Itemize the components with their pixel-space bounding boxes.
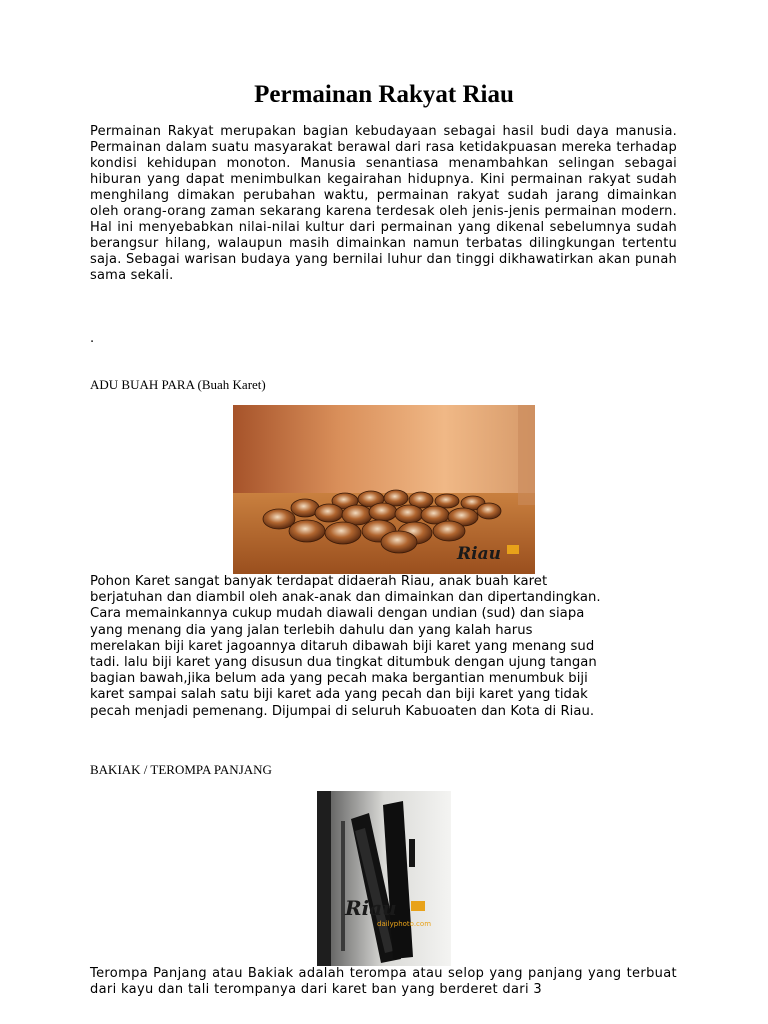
paragraph-line: karet sampai salah satu biji karet ada yang pecah dan biji karet yang tidak [90, 687, 588, 703]
watermark-site: dailyphoto.com [377, 920, 432, 928]
intro-paragraph: Permainan Rakyat merupakan bagian kebudayaan sebagai hasil budi daya manusia. Permainan dalam suatu masyarakat berawal dari rasa ketidakpuasan mereka terhadap kondisi kehidupan monoton. Manusia senantiasa menambahkan selingan sebagai hiburan yang dapat menimbulkan kegairahan hidupnya. Kini permainan rakyat sudah menghilang dimakan perubahan waktu, permainan rakyat sudah jarang dimainkan oleh orang-orang zaman sekarang karena terdesak oleh jenis-jenis permainan modern. Hal ini menyebabkan nilai-nilai kultur dari permainan yang dikenal sebelumnya sudah berangsur hilang, walaupun masih dimainkan namun terbatas dilingkungan tertentu saja. Sebagai warisan budaya yang bernilai luhur dan tinggi dikhawatirkan akan punah sama sekali. [90, 124, 677, 283]
rubber-seeds-photo [233, 405, 535, 574]
page-title: Permainan Rakyat Riau [254, 81, 514, 108]
paragraph-line: bagian bawah,jika belum ada yang pecah maka bergantian menumbuk biji [90, 671, 588, 687]
riau-watermark: Riau [457, 544, 501, 564]
paragraph-line: berjatuhan dan diambil oleh anak-anak dan dimainkan dan dipertandingkan. [90, 590, 601, 606]
adu-buah-para-paragraph [90, 574, 690, 720]
separator-dot: . [90, 331, 95, 346]
bakiak-paragraph: Terompa Panjang atau Bakiak adalah terompa atau selop yang panjang yang terbuat dari kayu dan tali terompanya dari karet ban yang berderet dari 3 [90, 966, 677, 997]
bakiak-photo [317, 791, 451, 966]
paragraph-line: tadi. lalu biji karet yang disusun dua tingkat ditumbuk dengan ujung tangan [90, 655, 597, 671]
paragraph-line: yang menang dia yang jalan terlebih dahulu dan yang kalah harus [90, 622, 533, 638]
paragraph-line: Cara memainkannya cukup mudah diawali dengan undian (sud) dan siapa [90, 606, 585, 622]
paragraph-line: pecah menjadi pemenang. Dijumpai di seluruh Kabuoaten dan Kota di Riau. [90, 703, 595, 719]
riau-watermark: Riau [345, 896, 397, 920]
section-heading-adu-buah-para: ADU BUAH PARA (Buah Karet) [90, 377, 266, 392]
paragraph-line: merelakan biji karet jagoannya ditaruh dibawah biji karet yang menang sud [90, 638, 595, 654]
paragraph-line: Pohon Karet sangat banyak terdapat didaerah Riau, anak buah karet [90, 574, 548, 589]
section-heading-bakiak: BAKIAK / TEROMPA PANJANG [90, 762, 272, 777]
